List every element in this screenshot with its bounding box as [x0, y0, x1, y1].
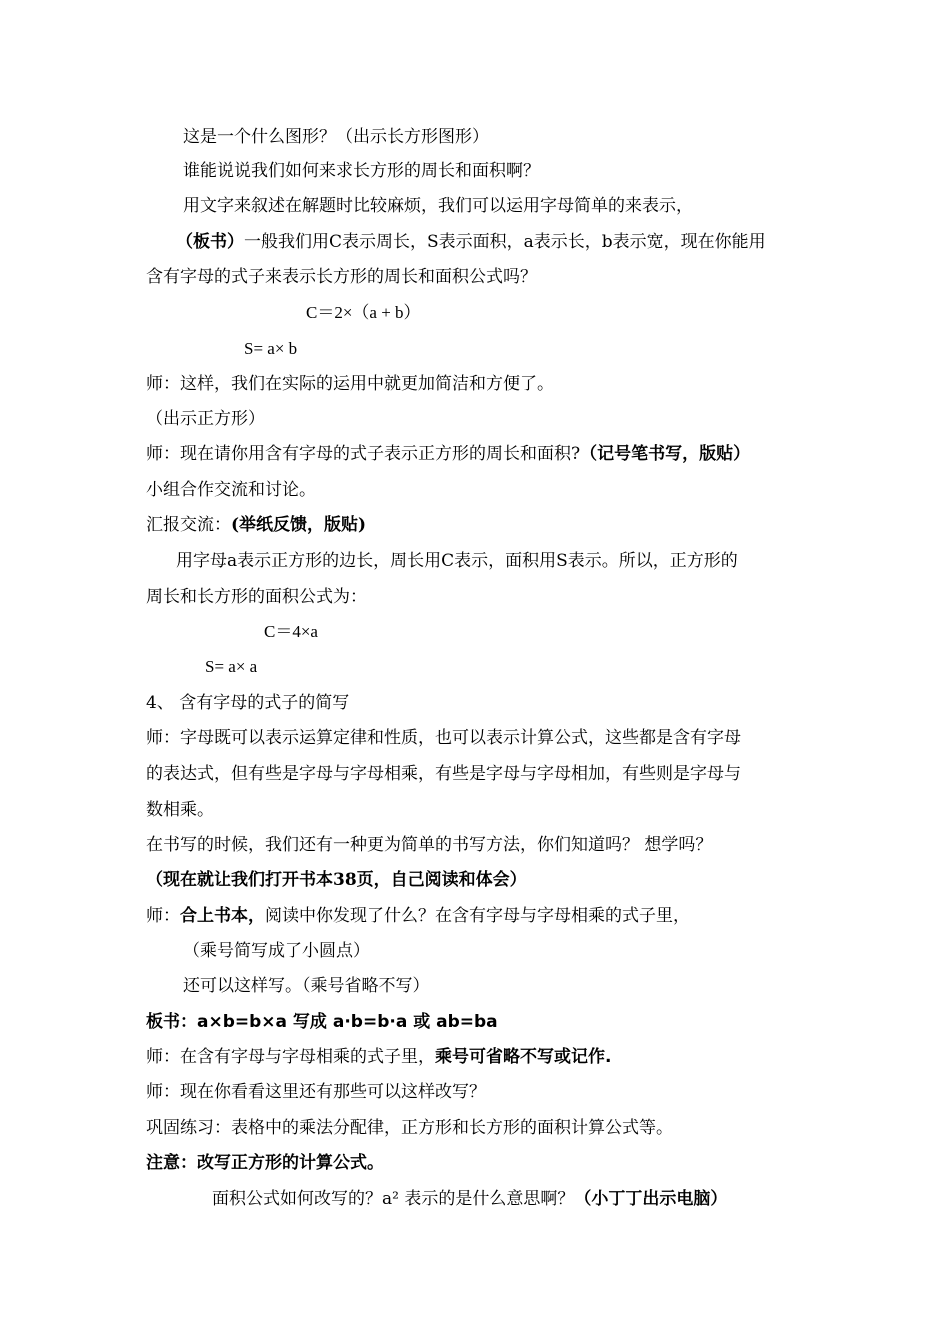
- paragraph-line: 小组合作交流和讨论。: [146, 480, 316, 500]
- text: 面积公式如何改写的？a² 表示的是什么意思啊？: [212, 1189, 575, 1209]
- formula-perimeter-square: C＝4×a: [264, 622, 318, 641]
- paragraph-line: 这是一个什么图形？（出示长方形图形）: [183, 127, 489, 147]
- paragraph-line: 巩固练习：表格中的乘法分配律，正方形和长方形的面积计算公式等。: [146, 1118, 673, 1138]
- paragraph-line: [176, 231, 766, 253]
- paragraph-line: 的表达式，但有些是字母与字母相乘，有些是字母与字母相加，有些则是字母与: [146, 764, 741, 784]
- paragraph-line: 师：现在你看看这里还有那些可以这样改写？: [146, 1082, 486, 1102]
- text: 一般我们用C表示周长，S表示面积，a表示长，b表示宽，现在你能用: [244, 232, 766, 252]
- board-note: 板书：a×b=b×a 写成 a·b=b·a 或 ab=ba: [146, 1012, 498, 1032]
- paragraph-line: [146, 514, 366, 536]
- formula-area-rectangle: S= a× b: [244, 339, 298, 358]
- paragraph-line: 在书写的时候，我们还有一种更为简单的书写方法，你们知道吗？ 想学吗？: [146, 835, 713, 855]
- formula-area-square: S= a× a: [205, 657, 258, 676]
- paragraph-line: 周长和长方形的面积公式为：: [146, 587, 367, 607]
- text: 汇报交流：: [146, 515, 231, 535]
- paragraph-line: [146, 443, 750, 465]
- paragraph-line: [146, 905, 690, 927]
- bold-text: （记号笔书写，版贴）: [580, 444, 751, 464]
- section-heading: 4、 含有字母的式子的简写: [146, 693, 350, 713]
- paragraph-line: [146, 1046, 611, 1068]
- paragraph-line: 用字母a表示正方形的边长，周长用C表示，面积用S表示。所以，正方形的: [176, 551, 738, 571]
- bold-text: 合上书本，: [180, 906, 265, 926]
- bold-text: （板书）: [176, 232, 244, 252]
- paragraph-line: [212, 1188, 727, 1210]
- paragraph-line: （现在就让我们打开书本38页，自己阅读和体会）: [146, 870, 527, 890]
- text: 阅读中你发现了什么？在含有字母与字母相乘的式子里，: [265, 906, 690, 926]
- formula-perimeter-rectangle: C＝2×（a + b）: [306, 303, 421, 322]
- paragraph-line: 还可以这样写。（乘号省略不写）: [183, 976, 430, 996]
- paragraph-line: 师：这样，我们在实际的运用中就更加简洁和方便了。: [146, 374, 554, 394]
- note-line: 注意：改写正方形的计算公式。: [146, 1153, 384, 1173]
- paragraph-line: 谁能说说我们如何来求长方形的周长和面积啊？: [183, 161, 540, 181]
- bold-text: (举纸反馈，版贴): [231, 515, 367, 535]
- paragraph-line: 含有字母的式子来表示长方形的周长和面积公式吗？: [146, 267, 537, 287]
- paragraph-line: 数相乘。: [146, 800, 214, 820]
- paragraph-line: 师：字母既可以表示运算定律和性质，也可以表示计算公式，这些都是含有字母: [146, 728, 741, 748]
- paragraph-line: 用文字来叙述在解题时比较麻烦，我们可以运用字母简单的来表示，: [183, 196, 693, 216]
- bold-text: 乘号可省略不写或记作.: [435, 1047, 612, 1067]
- bold-text: （小丁丁出示电脑）: [574, 1189, 728, 1209]
- text: 师：在含有字母与字母相乘的式子里，: [146, 1047, 435, 1067]
- paragraph-line: （乘号简写成了小圆点）: [183, 941, 370, 961]
- paragraph-line: （出示正方形）: [146, 409, 265, 429]
- text: 师：: [146, 906, 180, 926]
- text: 师：现在请你用含有字母的式子表示正方形的周长和面积?: [146, 444, 581, 464]
